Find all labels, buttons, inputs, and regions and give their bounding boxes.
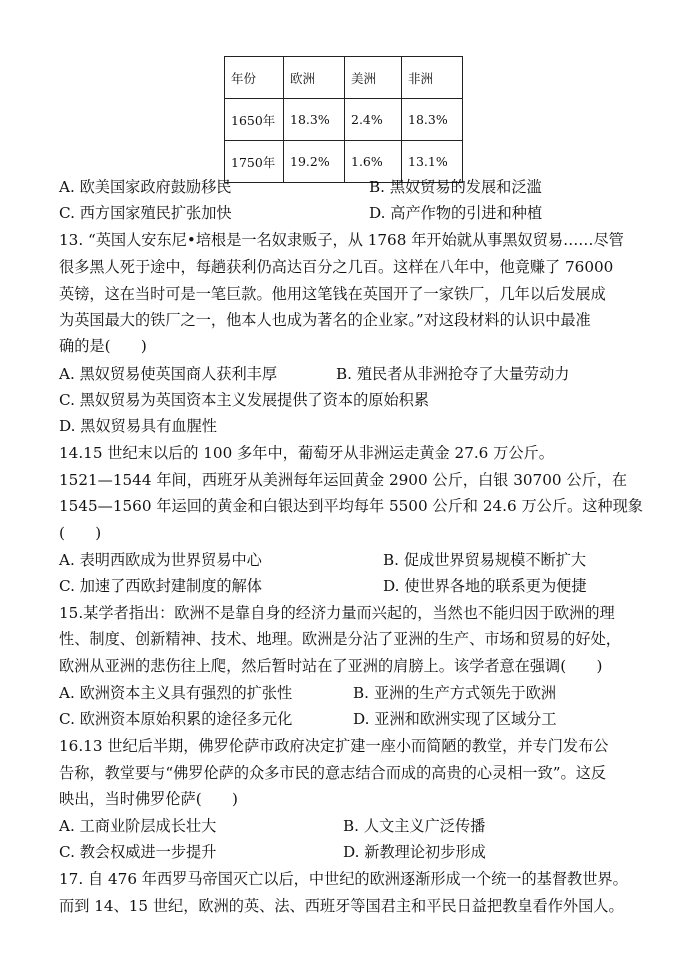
q13-option-b: B. 殖民者从非洲抢夺了大量劳动力 bbox=[336, 365, 570, 383]
q14-stem-line: 14.15 世纪末以后的 100 多年中，葡萄牙从非洲运走黄金 27.6 万公斤。 bbox=[59, 444, 554, 462]
table-cell: 18.3% bbox=[284, 99, 345, 141]
q12-option-b: B. 黑奴贸易的发展和泛滥 bbox=[369, 178, 542, 196]
table-cell: 13.1% bbox=[402, 141, 463, 183]
q14-stem-line: ( ) bbox=[59, 524, 102, 542]
q16-stem-line: 映出，当时佛罗伦萨( ) bbox=[59, 790, 238, 808]
q14-stem-line: 1521—1544 年间，西班牙从美洲每年运回黄金 2900 公斤，白银 30700 公斤，在 bbox=[59, 471, 628, 489]
q13-stem-line: 确的是( ) bbox=[59, 337, 147, 355]
q16-stem-line: 告称，教堂要与“佛罗伦萨的众多市民的意志结合而成的高贵的心灵相一致”。这反 bbox=[59, 764, 607, 782]
table-cell: 18.3% bbox=[402, 99, 463, 141]
q12-option-d: D. 高产作物的引进和种植 bbox=[369, 204, 543, 222]
q15-option-c: C. 欧洲资本原始积累的途径多元化 bbox=[59, 710, 293, 728]
table-cell: 19.2% bbox=[284, 141, 345, 183]
q17-stem-line: 而到 14、15 世纪，欧洲的英、法、西班牙等国君主和平民日益把教皇看作外国人。 bbox=[59, 897, 624, 915]
q14-option-d: D. 使世界各地的联系更为便捷 bbox=[383, 577, 587, 595]
q16-stem-line: 16.13 世纪后半期，佛罗伦萨市政府决定扩建一座小而简陋的教堂，并专门发布公 bbox=[59, 737, 609, 755]
q14-option-a: A. 表明西欧成为世界贸易中心 bbox=[59, 551, 262, 569]
q13-stem-line: 很多黑人死于途中，每趟获利仍高达百分之几百。这样在八年中，他竟赚了 76000 bbox=[59, 258, 614, 276]
table-cell: 2.4% bbox=[345, 99, 402, 141]
q14-stem-line: 1545—1560 年运回的黄金和白银达到平均每年 5500 公斤和 24.6 万公斤。这种现象 bbox=[59, 497, 643, 515]
q15-option-a: A. 欧洲资本主义具有强烈的扩张性 bbox=[59, 684, 293, 702]
q13-stem-line: 英镑，这在当时可是一笔巨款。他用这笔钱在英国开了一家铁厂，几年以后发展成 bbox=[59, 285, 606, 303]
q14-option-c: C. 加速了西欧封建制度的解体 bbox=[59, 577, 262, 595]
q17-stem-line: 17. 自 476 年西罗马帝国灭亡以后，中世纪的欧洲逐渐形成一个统一的基督教世界。 bbox=[59, 870, 628, 888]
q15-option-b: B. 亚洲的生产方式领先于欧洲 bbox=[353, 684, 557, 702]
q16-option-b: B. 人文主义广泛传播 bbox=[343, 817, 486, 835]
q15-option-d: D. 亚洲和欧洲实现了区域分工 bbox=[353, 710, 557, 728]
q13-stem-line: 为英国最大的铁厂之一，他本人也成为著名的企业家。”对这段材料的认识中最准 bbox=[59, 311, 591, 329]
population-share-table bbox=[224, 56, 463, 183]
q16-option-a: A. 工商业阶层成长壮大 bbox=[59, 817, 217, 835]
q13-stem-line: 13. “英国人安东尼•培根是一名奴隶贩子，从 1768 年开始就从事黑奴贸易……尽管 bbox=[59, 231, 624, 249]
table-cell: 1750年 bbox=[225, 141, 284, 183]
table-header-cell: 美洲 bbox=[345, 57, 402, 99]
q13-option-c: C. 黑奴贸易为英国资本主义发展提供了资本的原始积累 bbox=[59, 391, 430, 409]
q16-option-c: C. 教会权威进一步提升 bbox=[59, 843, 217, 861]
q13-option-d: D. 黑奴贸易具有血腥性 bbox=[59, 417, 217, 435]
table-cell: 1.6% bbox=[345, 141, 402, 183]
table-row bbox=[225, 99, 463, 141]
table-header-cell: 非洲 bbox=[402, 57, 463, 99]
q13-option-a: A. 黑奴贸易使英国商人获利丰厚 bbox=[59, 365, 278, 383]
q15-stem-line: 欧洲从亚洲的悲伤往上爬，然后暂时站在了亚洲的肩膀上。该学者意在强调( ) bbox=[59, 657, 603, 675]
table-header-cell: 欧洲 bbox=[284, 57, 345, 99]
q12-option-c: C. 西方国家殖民扩张加快 bbox=[59, 204, 232, 222]
q16-option-d: D. 新教理论初步形成 bbox=[343, 843, 486, 861]
table-header-row bbox=[225, 57, 463, 99]
table-cell: 1650年 bbox=[225, 99, 284, 141]
q15-stem-line: 性、制度、创新精神、技术、地理。欧洲是分沾了亚洲的生产、市场和贸易的好处， bbox=[59, 630, 621, 648]
q14-option-b: B. 促成世界贸易规模不断扩大 bbox=[383, 551, 587, 569]
q12-option-a: A. 欧美国家政府鼓励移民 bbox=[59, 178, 232, 196]
q15-stem-line: 15.某学者指出：欧洲不是靠自身的经济力量而兴起的，当然也不能归因于欧洲的理 bbox=[59, 604, 615, 622]
table-header-cell: 年份 bbox=[225, 57, 284, 99]
